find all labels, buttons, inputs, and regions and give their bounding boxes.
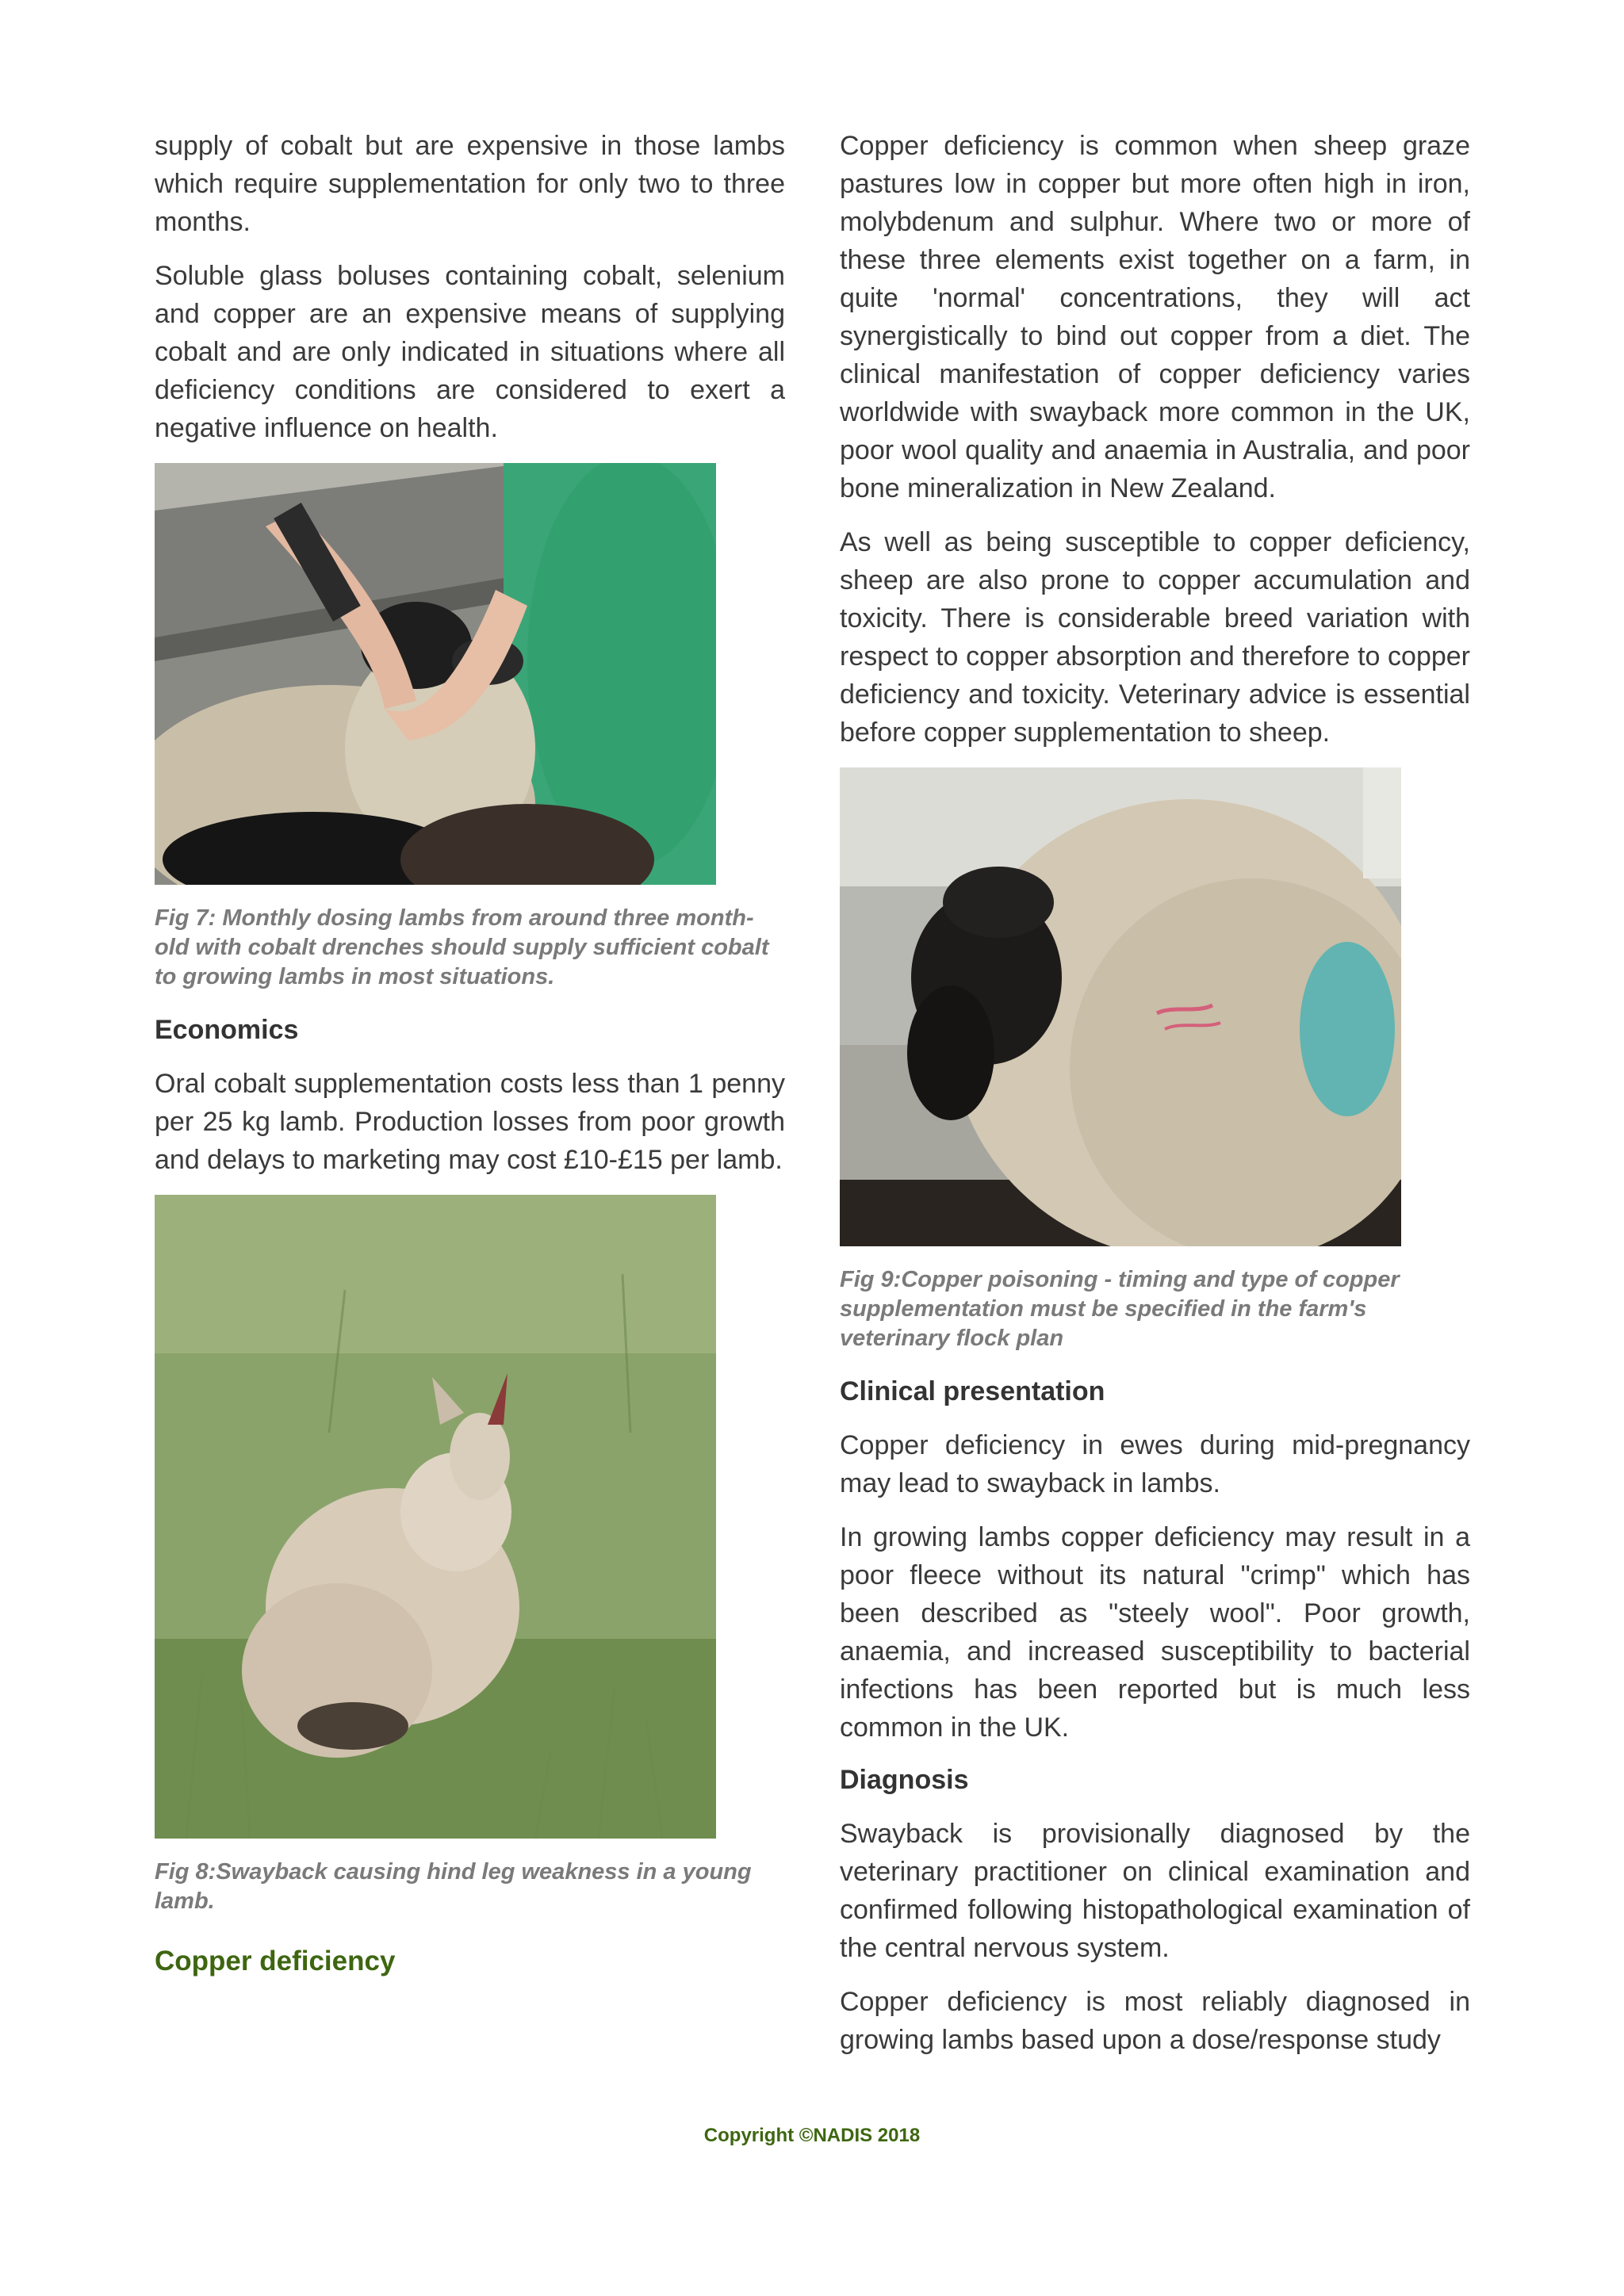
fig7-caption: Fig 7: Monthly dosing lambs from around three month-old with cobalt drenches should supply sufficient cobalt to growing lambs in most situations. bbox=[155, 905, 769, 989]
fig9-caption: Fig 9:Copper poisoning - timing and type of copper supplementation must be specified in the farm's veterinary flock plan bbox=[840, 1267, 1400, 1351]
fig7-image-dosing-lamb bbox=[155, 463, 716, 885]
paragraph-diagnosis-dose-response: Copper deficiency is most reliably diagnosed in growing lambs based upon a dose/response study bbox=[840, 1987, 1470, 2055]
paragraph-copper-toxicity: As well as being susceptible to copper deficiency, sheep are also prone to copper accumulation and toxicity. There is considerable breed variation with respect to copper absorption and therefore to copper deficiency and toxicity. Veterinary advice is essential before copper supplementation to sheep. bbox=[840, 527, 1470, 748]
diagnosis-heading: Diagnosis bbox=[840, 1765, 969, 1795]
clinical-presentation-heading: Clinical presentation bbox=[840, 1376, 1105, 1406]
fig7-photo bbox=[155, 463, 716, 885]
fig8-image-swayback-lamb bbox=[155, 1195, 716, 1839]
paragraph-copper-deficiency-intro: Copper deficiency is common when sheep graze pastures low in copper but more often high in iron, molybdenum and sulphur. Where two or more of these three elements exist together on a farm, in quite 'normal' concentrations, they will act synergistically to bind out copper from a diet. The clinical manifestation of copper deficiency varies worldwide with swayback more common in the UK, poor wool quality and anaemia in Australia, and poor bone mineralization in New Zealand. bbox=[840, 131, 1470, 503]
paragraph-soluble-glass-boluses: Soluble glass boluses containing cobalt, selenium and copper are an expensive means of supplying cobalt and are only indicated in situations where all deficiency conditions are considered to exert a negative influence on health. bbox=[155, 261, 785, 443]
footer-copyright: Copyright ©NADIS 2018 bbox=[703, 2125, 921, 2146]
fig9-photo bbox=[840, 767, 1401, 1246]
paragraph-cobalt-supply: supply of cobalt but are expensive in those lambs which require supplementation for only two to three months. bbox=[155, 131, 785, 237]
paragraph-clinical-lambs: In growing lambs copper deficiency may result in a poor fleece without its natural "crimp" which has been described as "steely wool". Poor growth, anaemia, and increased susceptibility to bacterial infections has been reported but is much less common in the UK. bbox=[840, 1522, 1470, 1743]
fig9-image-copper-poisoning-sheep bbox=[840, 767, 1401, 1246]
paragraph-diagnosis-swayback: Swayback is provisionally diagnosed by the veterinary practitioner on clinical examination and confirmed following histopathological examination of the central nervous system. bbox=[840, 1819, 1470, 1963]
right-column bbox=[840, 127, 1470, 2075]
paragraph-clinical-ewes: Copper deficiency in ewes during mid-pregnancy may lead to swayback in lambs. bbox=[840, 1430, 1470, 1498]
fig8-caption: Fig 8:Swayback causing hind leg weakness in a young lamb. bbox=[155, 1859, 752, 1914]
left-column bbox=[155, 127, 785, 1980]
fig8-photo bbox=[155, 1195, 716, 1839]
economics-heading: Economics bbox=[155, 1015, 299, 1045]
economics-paragraph: Oral cobalt supplementation costs less than 1 penny per 25 kg lamb. Production losses from poor growth and delays to marketing may cost £10-£15 per lamb. bbox=[155, 1069, 785, 1175]
copper-deficiency-heading: Copper deficiency bbox=[155, 1946, 396, 1976]
